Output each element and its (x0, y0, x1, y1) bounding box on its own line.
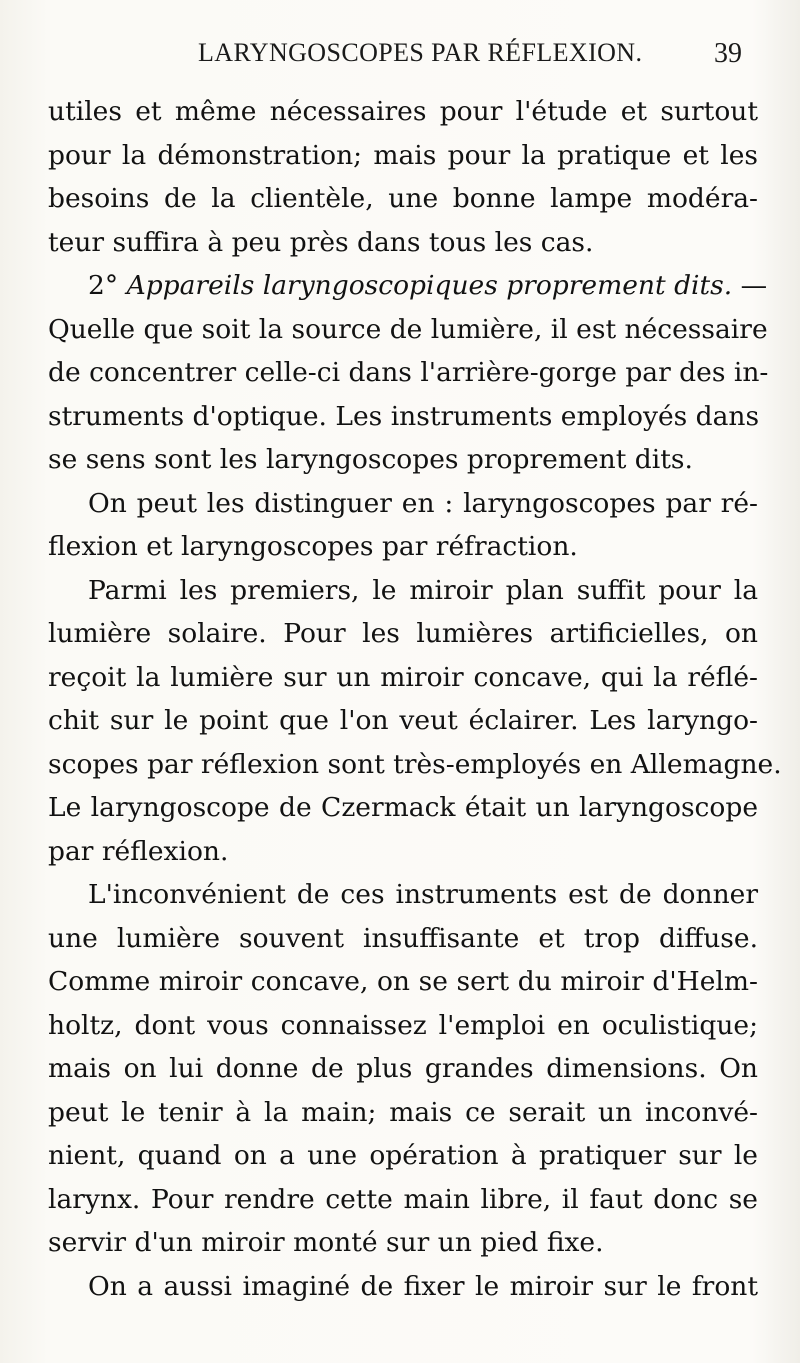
text-line: teur suffira à peu près dans tous les cas. (48, 226, 594, 258)
text-line: L'inconvénient de ces instruments est de donner (88, 879, 758, 910)
section-heading-line (48, 264, 768, 308)
text-line: chit sur le point que l'on veut éclairer. Les laryngo- (48, 705, 758, 736)
section-number: 2° (88, 270, 119, 301)
running-head: LARYNGOSCOPES PAR RÉFLEXION. (198, 38, 643, 67)
text-line: lumière solaire. Pour les lumières artificielles, on (48, 618, 758, 649)
text-line: struments d'optique. Les instruments employés dans (48, 400, 760, 432)
text-line: Comme miroir concave, on se sert du miroir d'Helm- (48, 966, 758, 997)
text-line: flexion et laryngoscopes par réfraction. (48, 531, 578, 562)
text-line: peut le tenir à la main; mais ce serait un inconvé- (48, 1096, 758, 1128)
text-line: besoins de la clientèle, une bonne lampe modéra- (48, 183, 758, 214)
section-title: Appareils laryngoscopiques proprement dits. (126, 270, 733, 301)
text-line: reçoit la lumière sur un miroir concave, qui la réflé- (48, 661, 758, 693)
text-line: se sens sont les laryngoscopes proprement dits. (48, 444, 693, 475)
text-line: pour la démonstration; mais pour la pratique et les (48, 139, 758, 171)
text-line: mais on lui donne de plus grandes dimensions. On (48, 1053, 758, 1084)
section-dash: — (740, 270, 768, 301)
text-line: une lumière souvent insuffisante et trop diffuse. (48, 922, 758, 954)
text-line: utiles et même nécessaires pour l'étude et surtout (48, 96, 758, 127)
text-line: larynx. Pour rendre cette main libre, il faut donc se (48, 1183, 758, 1215)
page-number: 39 (714, 38, 742, 69)
text-line: holtz, dont vous connaissez l'emploi en oculistique; (48, 1009, 758, 1041)
text-line: Parmi les premiers, le miroir plan suffit pour la (88, 574, 758, 606)
text-line: par réflexion. (48, 835, 229, 867)
body-text (48, 90, 782, 1308)
text-line: Quelle que soit la source de lumière, il est nécessaire (48, 313, 768, 345)
text-line: scopes par réflexion sont très-employés en Allemagne. (48, 748, 782, 780)
text-line: de concentrer celle-ci dans l'arrière-gorge par des in- (48, 357, 769, 388)
text-line: On peut les distinguer en : laryngoscopes par ré- (88, 487, 758, 519)
page-header (0, 34, 800, 74)
text-line: servir d'un miroir monté sur un pied fixe. (48, 1227, 604, 1258)
text-line: nient, quand on a une opération à pratiquer sur le (48, 1140, 758, 1171)
text-line: On a aussi imaginé de fixer le miroir sur le front (88, 1270, 758, 1302)
text-line: Le laryngoscope de Czermack était un laryngoscope (48, 792, 758, 823)
